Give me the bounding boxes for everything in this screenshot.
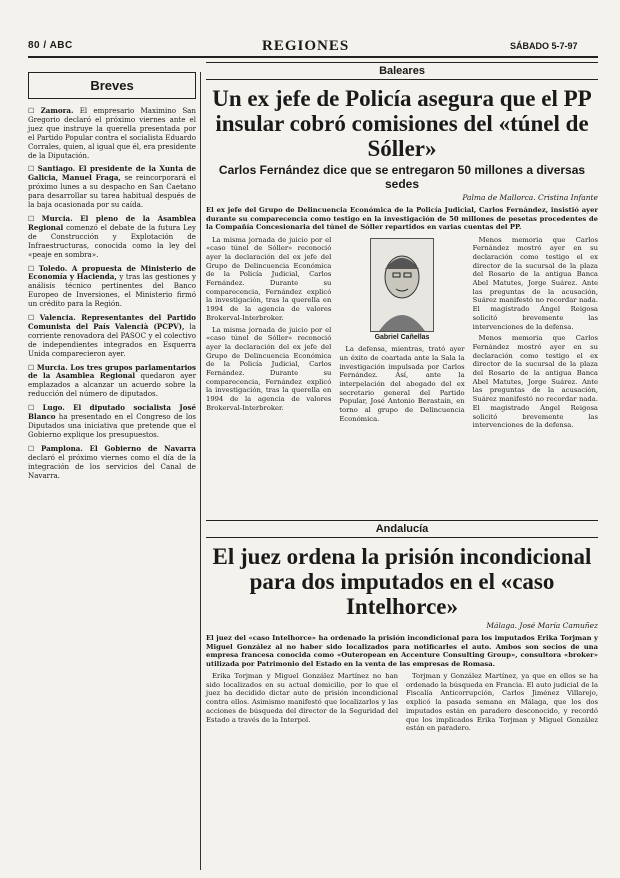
- article-kicker: [206, 62, 598, 80]
- column-divider: [200, 72, 201, 870]
- body-paragraph: Torjman y González Martínez, ya que en ellos se ha ordenado la búsqueda en Francia. El auto judicial de la Fiscalía Anticorrupción, Carlos Jiménez Villarejo, explicó la pasada semana en Málaga, que los dos imputados están en paradero desconocido, y recordó que los implicados Erika Torjman y Miguel González están en paradero.: [406, 672, 598, 733]
- brief-text: la corriente renovadora del PASOC y el colectivo de independientes integrados en Esquerra Unida comparecieron ayer.: [28, 321, 196, 358]
- brief-lead: Murcia. El pleno de la Asamblea Regional: [28, 213, 196, 232]
- article-column-2: [406, 672, 598, 736]
- brief-item: ☐ Valencia. Representantes del Partido Comunista del País Valencià (PCPV), la corriente renovadora del PASOC y el colectivo de independientes integrados en Esquerra Unida comparecieron ayer.: [28, 313, 196, 358]
- portrait-illustration: [371, 239, 433, 331]
- article-baleares: [206, 62, 598, 433]
- article-andalucia: [206, 520, 598, 736]
- brief-item: ☐ Lugo. El diputado socialista José Blanco ha presentado en el Congreso de los Diputados una iniciativa que pretende que el Gobierno explique los presupuestos.: [28, 403, 196, 439]
- article-kicker: [206, 520, 598, 538]
- article-columns: [206, 236, 598, 433]
- article-byline: Málaga. José María Camuñez: [486, 621, 598, 630]
- brief-lead: Zamora.: [40, 106, 74, 115]
- section-title: REGIONES: [262, 38, 350, 54]
- dateline: SÁBADO 5-7-97: [510, 41, 578, 51]
- body-paragraph: Menos memoria que Carlos Fernández mostró ayer en su declaración como testigo el ex director de la sucursal de la plaza del Rosario de la antigua Banca Abel Matutes, Jorge Suárez. Ante las preguntas de la acusación, Suárez manifestó no recordar nada. El magistrado Ángel Reigosa solicitó brevemente las intervenciones de la defensa.: [472, 334, 598, 430]
- brief-text: ha presentado en el Congreso de los Diputados una iniciativa que pretende que el Gobierno explique los presupuestos.: [28, 412, 196, 439]
- article-column-1: [206, 672, 398, 736]
- breves-column: [28, 72, 196, 872]
- article-column-1: [206, 236, 331, 433]
- brief-item: ☐ Murcia. Los tres grupos parlamentarios de la Asamblea Regional quedaron ayer emplazados a alcanzar un acuerdo sobre la reducción del número de diputados.: [28, 362, 196, 399]
- kicker-label: Baleares: [371, 65, 433, 77]
- brief-lead: Murcia. Los tres grupos parlamentarios de la Asamblea Regional: [28, 362, 196, 381]
- brief-text: comenzó el debate de la futura Ley de Construcción y Explotación de Infraestructuras, conocida como la ley del «peaje en sombra».: [28, 222, 197, 259]
- article-headline: Un ex jefe de Policía asegura que el PP insular cobró comisiones del «túnel de Sóller»: [212, 86, 592, 161]
- brief-item: ☐ Santiago. El presidente de la Xunta de Galicia, Manuel Fraga, se reincorporará el próximo lunes a su despacho en San Caetano para desarrollar su tarea habitual después de la baja ocasionada por su caída.: [28, 164, 196, 210]
- brief-lead: Valencia. Representantes del Partido Comunista del País Valencià (PCPV),: [28, 313, 196, 331]
- brief-item: ☐ Murcia. El pleno de la Asamblea Regional comenzó el debate de la futura Ley de Construcción y Explotación de Infraestructuras, conocida como la ley del «peaje en sombra».: [28, 213, 197, 259]
- brief-lead: Lugo. El diputado socialista José Blanco: [28, 403, 196, 422]
- article-deck: Carlos Fernández dice que se entregaron 50 millones a diversas sedes: [218, 163, 586, 191]
- brief-item: ☐ Toledo. A propuesta de Ministerio de Economía y Hacienda, y tras las gestiones y análisis técnico pertinentes del Banco Europeo de Inversiones, el Ministerio firmó un crédito para la Región.: [28, 263, 197, 309]
- article-columns: [206, 672, 598, 736]
- brief-lead: Pamplona. El Gobierno de Navarra: [40, 443, 196, 453]
- article-headline: El juez ordena la prisión incondicional para dos imputados en el «caso Intelhorce»: [212, 544, 592, 619]
- body-paragraph: La misma jornada de juicio por el «caso túnel de Sóller» reconoció ayer la declaración del ex jefe del Grupo de Delincuencia Económica de la Policía Judicial, Carlos Fernández. Durante su comparecencia, Fernández explicó la investigación, tras la querella en 1994 de la agencia de valores Brokerval-Interbroker.: [206, 325, 332, 412]
- brief-text: El empresario Maximino San Gregorio declaró el próximo viernes ante el juez que instruye la querella presentada por el Partido Popular contra el socialista Eduardo Corrales, quien, al igual que él, era presidente de la Diputación.: [28, 106, 196, 160]
- photo-caption: Gabriel Cañellas: [374, 333, 430, 341]
- article-column-2: [339, 236, 464, 433]
- kicker-label: Andalucía: [368, 523, 437, 535]
- brief-text: y tras las gestiones y análisis técnico pertinentes del Banco Europeo de Inversiones, el Ministerio firmó un crédito para la Región.: [28, 272, 197, 309]
- brief-item: ☐ Pamplona. El Gobierno de Navarra declaró el próximo viernes como el día de la integración de los servicios del Canal de Navarra.: [28, 443, 196, 480]
- article-lede: El juez del «caso Intelhorce» ha ordenado la prisión incondicional para los imputados Erika Torjman y Miguel González al no haber sido localizados para notificarles el auto. Ambos son socios de una empresa francesa conocida como «Outeropean en Accenture Consulting Group», consultora «broker» utilizada por Patrimonio del Estado en la venta de las empresas de Romasa.: [206, 634, 598, 668]
- article-lede: El ex jefe del Grupo de Delincuencia Económica de la Policía Judicial, Carlos Fernández, insistió ayer durante su comparecencia como testigo en la investigación de 50 millones de pesetas procedentes de la Compañía Concesionaria del túnel de Sóller repartidos en varias cuentas del PP.: [206, 206, 598, 231]
- article-byline: Palma de Mallorca. Cristina Infante: [462, 193, 598, 202]
- brief-text: declaró el próximo viernes como el día de la integración de los servicios del Canal de Navarra.: [28, 452, 196, 480]
- portrait-photo: [370, 238, 434, 332]
- breves-title: Breves: [28, 72, 196, 99]
- header-rule: [28, 56, 598, 58]
- brief-lead: Toledo. A propuesta de Ministerio de Economía y Hacienda,: [28, 263, 196, 282]
- article-column-3: [473, 236, 598, 433]
- brief-item: ☐ Zamora. El empresario Maximino San Gregorio declaró el próximo viernes ante el juez que instruye la querella presentada por el Partido Popular contra el socialista Eduardo Corrales, quien, al igual que él, era presidente de la Diputación.: [28, 106, 196, 160]
- page-folio: 80 / ABC: [28, 40, 73, 51]
- body-paragraph: La misma jornada de juicio por el «caso túnel de Sóller» reconoció ayer la declaración del ex jefe del Grupo de Delincuencia Económica de la Policía Judicial, Carlos Fernández. Durante su comparecencia, Fernández explicó la investigación, tras la querella en 1994 de la agencia de valores Brokerval-Interbroker.: [206, 235, 332, 322]
- body-paragraph: Erika Torjman y Miguel González Martínez no han sido localizados en su actual domicilio, por lo que el juez ha decidido dictar auto de prisión incondicional contra ellos. Asimismo manifestó que localizarlos y las acciones de búsqueda del director de la Seguridad del Estado a través de la Interpol.: [206, 672, 398, 724]
- body-paragraph: Menos memoria que Carlos Fernández mostró ayer en su declaración como testigo el ex director de la sucursal de la plaza del Rosario de la antigua Banca Abel Matutes, Jorge Suárez. Ante las preguntas de la acusación, Suárez manifestó no recordar nada. El magistrado Ángel Reigosa solicitó brevemente las intervenciones de la defensa.: [472, 235, 598, 331]
- brief-text: se reincorporará el próximo lunes a su despacho en San Caetano para desarrollar su tarea habitual después de la baja ocasionada por su caída.: [28, 173, 196, 210]
- brief-text: quedaron ayer emplazados a alcanzar un acuerdo sobre la reducción del número de diputados.: [28, 371, 196, 399]
- body-paragraph: La defensa, mientras, trató ayer un éxito de coartada ante la Sala la investigación impulsada por Carlos Fernández. Así, ante la interpelación del abogado del ex secretario general del Partido Popular, José Antonio Berastain, en torno al grupo de Delincuencia Económica.: [339, 345, 465, 423]
- brief-lead: Santiago. El presidente de la Xunta de Galicia, Manuel Fraga,: [28, 164, 196, 183]
